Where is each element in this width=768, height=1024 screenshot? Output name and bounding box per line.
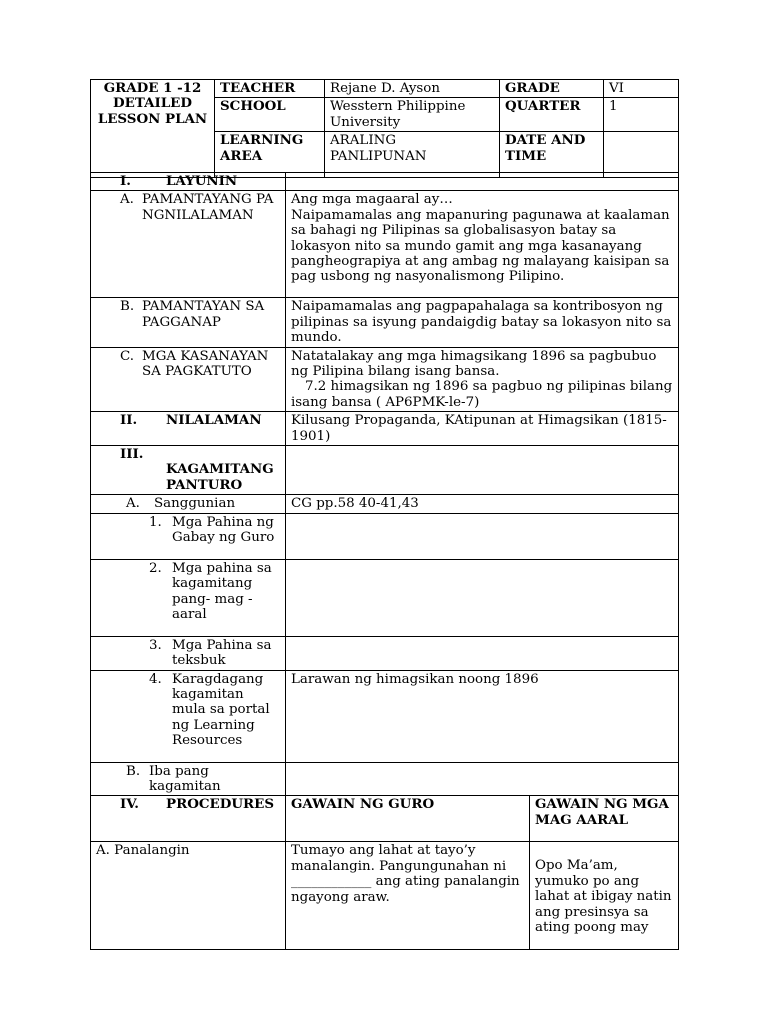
school-label: SCHOOL [215, 98, 325, 132]
doc-title: GRADE 1 -12 DETAILED LESSON PLAN [91, 80, 215, 178]
pamantayang-pangnilalaman-label [91, 191, 286, 298]
section-label: LAYUNIN [166, 173, 238, 189]
grade-label: GRADE [500, 80, 604, 98]
item-label: MGA KASANAYAN SA PAGKATUTO [142, 348, 269, 380]
item-label: Mga pahina sa kagamitang pang- mag - aaral [172, 560, 272, 622]
nilalaman-text: Kilusang Propaganda, KAtipunan at Himagsikan (1815-1901) [286, 412, 679, 446]
item-number: B. [120, 299, 135, 315]
gawain-ng-mag-aaral-header: GAWAIN NG MGA MAG AARAL [530, 796, 679, 842]
item-label: Iba pang kagamitan [149, 763, 221, 794]
mag-aaral-response: Opo Ma’am, yumuko po ang lahat at ibigay natin ang presinsya sa ating poong may [535, 858, 672, 935]
item-label: Mga Pahina sa teksbuk [172, 637, 272, 669]
item-label: Sanggunian [154, 496, 236, 512]
quarter-label: QUARTER [500, 98, 604, 132]
section-number: IV. [120, 796, 139, 813]
kagamitan-item-4 [91, 670, 286, 762]
teacher-value: Rejane D. Ayson [325, 80, 500, 98]
sanggunian-value: CG pp.58 40-41,43 [286, 495, 679, 513]
section-nilalaman-heading [91, 412, 286, 446]
item-number: 4. [149, 671, 162, 687]
kagamitan-item-1 [91, 513, 286, 559]
lesson-body-table [90, 172, 679, 950]
section-procedures-heading [91, 796, 286, 842]
panalangin-mag-aaral-text [530, 842, 679, 950]
kagamitan-item-3 [91, 636, 286, 670]
iba-pang-kagamitan-value [286, 762, 679, 796]
panalangin-label: A. Panalangin [91, 842, 286, 950]
item-label: PAMANTAYAN SA PAGGANAP [142, 299, 265, 330]
sanggunian-label [91, 495, 286, 513]
grade-value: VI [604, 80, 679, 98]
learning-area-label: LEARNING AREA [215, 132, 325, 178]
section-label: NILALAMAN [166, 412, 262, 429]
date-time-value [604, 132, 679, 178]
item-number: 3. [149, 637, 162, 653]
pamantayan-sa-pagganap-label [91, 298, 286, 347]
content-text: Naipamamalas ang mapanuring pagunawa at kaalaman sa bahagi ng Pilipinas sa globalisasyon batay sa lokasyon nito sa mundo gamit ang mga kasanayang pangheograpiya at ang ambag ng malayang kaisipan sa pag usbong ng nasyonalismong Pilipino. [291, 207, 670, 285]
section-layunin-heading [91, 173, 286, 191]
quarter-value: 1 [604, 98, 679, 132]
item-number: C. [120, 348, 135, 364]
section-number: III. [120, 446, 144, 463]
content-text-code: 7.2 himagsikan ng 1896 sa pagbuo ng pilipinas bilang isang bansa ( AP6PMK-le-7) [291, 379, 673, 410]
section-number: I. [120, 173, 131, 189]
gawain-ng-guro-header: GAWAIN NG GURO [286, 796, 530, 842]
date-time-label: DATE AND TIME [500, 132, 604, 178]
section-kagamitan-heading [91, 446, 286, 495]
header-table [90, 79, 679, 178]
teacher-label: TEACHER [215, 80, 325, 98]
kagamitan-item-2-value [286, 559, 679, 636]
empty-cell [286, 173, 679, 191]
content-text: Natatalakay ang mga himagsikang 1896 sa pagbubuo ng Pilipina bilang isang bansa. [291, 348, 657, 380]
panalangin-guro-text: Tumayo ang lahat at tayo’y manalangin. Pangungunahan ni ____________ ang ating panalangin ngayong araw. [286, 842, 530, 950]
section-number: II. [120, 412, 138, 429]
pamantayan-sa-pagganap-text: Naipamamalas ang pagpapahalaga sa kontribosyon ng pilipinas sa isyung pandaigdig batay sa lokasyon nito sa mundo. [286, 298, 679, 347]
item-number: B. [126, 763, 141, 779]
item-number: 1. [149, 514, 162, 530]
kagamitan-item-4-value: Larawan ng himagsikan noong 1896 [286, 670, 679, 762]
item-number: 2. [149, 560, 162, 576]
kasanayan-text [286, 347, 679, 412]
item-label: PAMANTAYANG PANGNILALAMAN [142, 192, 274, 223]
kagamitan-item-3-value [286, 636, 679, 670]
item-label: Mga Pahina ng Gabay ng Guro [172, 514, 275, 546]
item-label: Karagdagang kagamitan mula sa portal ng Learning Resources [172, 671, 270, 749]
item-number: A. [126, 496, 140, 512]
kagamitan-item-2 [91, 559, 286, 636]
learning-area-value: ARALING PANLIPUNAN [325, 132, 500, 178]
section-label: KAGAMITANG PANTURO [166, 461, 274, 493]
item-number: A. [120, 192, 134, 208]
iba-pang-kagamitan-label [91, 762, 286, 796]
pamantayang-pangnilalaman-text [286, 191, 679, 298]
section-label: PROCEDURES [166, 796, 275, 813]
kagamitan-item-1-value [286, 513, 679, 559]
kasanayan-label [91, 347, 286, 412]
school-value: Wesstern Philippine University [325, 98, 500, 132]
empty-cell [286, 446, 679, 495]
intro-text: Ang mga magaaral ay… [291, 192, 453, 208]
